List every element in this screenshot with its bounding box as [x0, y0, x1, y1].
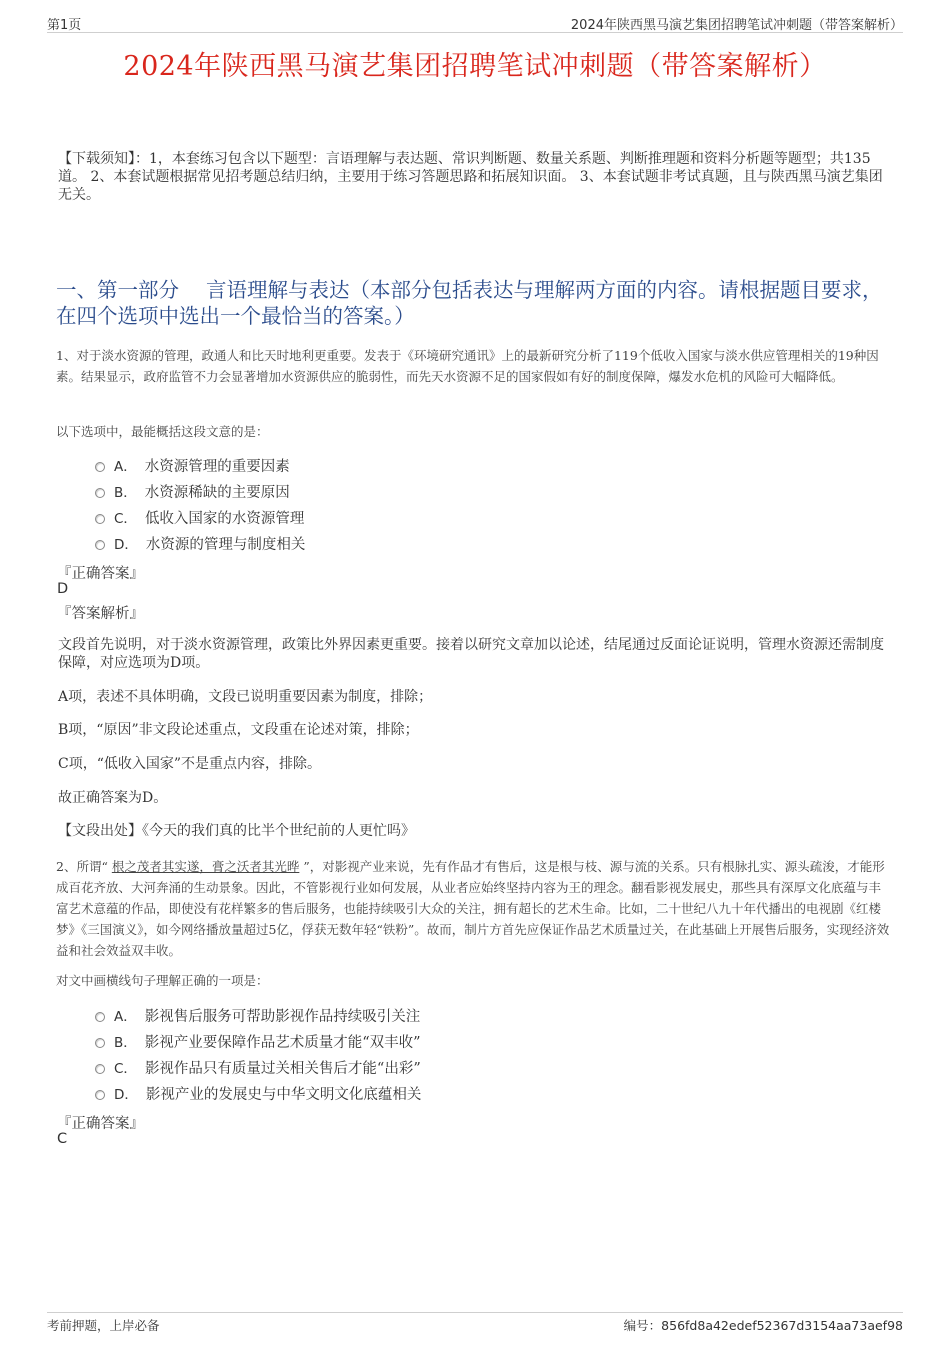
radio-icon[interactable] [95, 540, 105, 550]
option-a[interactable]: A． 水资源管理的重要因素 [95, 452, 305, 478]
radio-icon[interactable] [95, 1064, 105, 1074]
question-1-options [95, 452, 305, 556]
answer-value: C [57, 1131, 68, 1147]
option-b[interactable]: B． 影视产业要保障作品艺术质量才能“双丰收” [95, 1028, 421, 1054]
question-2-prompt: 对文中画横线句子理解正确的一项是： [56, 973, 269, 988]
underlined-sentence: 根之茂者其实遂，膏之沃者其光晔 [111, 859, 300, 874]
page-header [47, 14, 903, 33]
source-citation: 【文段出处】《今天的我们真的比半个世纪前的人更忙吗》 [58, 823, 415, 839]
analysis-paragraph: 故正确答案为D。 [58, 790, 168, 806]
option-d[interactable]: D． 水资源的管理与制度相关 [95, 530, 305, 556]
radio-icon[interactable] [95, 1090, 105, 1100]
question-1-stem: 1、对于淡水资源的管理，政通人和比天时地利更重要。发表于《环境研究通讯》上的最新研究分析了119个低收入国家与淡水供应管理相关的19种因素。结果显示，政府监管不力会显著增加水资源供应的脆弱性，而先天水资源不足的国家假如有好的制度保障，爆发水危机的风险可大幅降低。 [56, 348, 879, 384]
page-footer [47, 1312, 903, 1333]
analysis-label: 『答案解析』 [57, 606, 144, 622]
question-1-prompt: 以下选项中，最能概括这段文意的是： [56, 424, 269, 439]
answer-label: 『正确答案』 [57, 566, 144, 582]
option-c[interactable]: C． 影视作品只有质量过关相关售后才能“出彩” [95, 1054, 421, 1080]
document-code: 编号：856fd8a42edef52367d3154aa73aef98 [623, 1318, 903, 1333]
footer-slogan: 考前押题，上岸必备 [47, 1318, 160, 1333]
radio-icon[interactable] [95, 462, 105, 472]
analysis-paragraph: B项，“原因”非文段论述重点，文段重在论述对策，排除； [58, 722, 419, 738]
question-2-options [95, 1002, 421, 1106]
header-doc-title: 2024年陕西黑马演艺集团招聘笔试冲刺题（带答案解析） [570, 18, 903, 33]
analysis-paragraph: C项，“低收入国家”不是重点内容，排除。 [58, 756, 322, 772]
answer-label: 『正确答案』 [57, 1116, 144, 1132]
option-c[interactable]: C． 低收入国家的水资源管理 [95, 504, 305, 530]
option-d[interactable]: D． 影视产业的发展史与中华文明文化底蕴相关 [95, 1080, 421, 1106]
page-number: 第1页 [47, 18, 82, 33]
radio-icon[interactable] [95, 1012, 105, 1022]
answer-value: D [57, 581, 69, 597]
question-2-stem: 2、所谓“ 根之茂者其实遂，膏之沃者其光晔 ”，对影视产业来说，先有作品才有售后，这是根与枝、源与流的关系。只有根脉扎实、源头疏浚，才能形成百花齐放、大河奔涌的生动景象。因此，不管影视行业如何发展，从业者应始终坚持内容为王的理念。翻看影视发展史，那些具有深厚文化底蕴与丰富艺术意蕴的作品，即使没有花样繁多的售后服务，也能持续吸引大众的关注，拥有超长的艺术生命。比如，二十世纪八九十年代播出的电视剧《红楼梦》《三国演义》，如今网络播放量超过5亿，俘获无数年轻“铁粉”。故而，制片方首先应保证作品艺术质量过关，在此基础上开展售后服务，实现经济效益和社会效益双丰收。 [56, 859, 890, 958]
radio-icon[interactable] [95, 1038, 105, 1048]
analysis-paragraph: A项，表述不具体明确，文段已说明重要因素为制度，排除； [58, 689, 433, 705]
download-notice: 【下载须知】：1，本套练习包含以下题型：言语理解与表达题、常识判断题、数量关系题、判断推理题和资料分析题等题型；共135道。 2、本套试题根据常见招考题总结归纳，主要用于练习答题思路和拓展知识面。 3、本套试题非考试真题，且与陕西黑马演艺集团无关。 [58, 151, 883, 203]
analysis-paragraph: 文段首先说明，对于淡水资源管理，政策比外界因素更重要。接着以研究文章加以论述，结尾通过反面论证说明，管理水资源还需制度保障，对应选项为D项。 [58, 637, 884, 671]
option-b[interactable]: B． 水资源稀缺的主要原因 [95, 478, 305, 504]
radio-icon[interactable] [95, 488, 105, 498]
radio-icon[interactable] [95, 514, 105, 524]
option-a[interactable]: A． 影视售后服务可帮助影视作品持续吸引关注 [95, 1002, 421, 1028]
section-heading: 一、第一部分 言语理解与表达（本部分包括表达与理解两方面的内容。请根据题目要求，在四个选项中选出一个最恰当的答案。） [56, 278, 883, 328]
document-title: 2024年陕西黑马演艺集团招聘笔试冲刺题（带答案解析） [123, 51, 827, 82]
